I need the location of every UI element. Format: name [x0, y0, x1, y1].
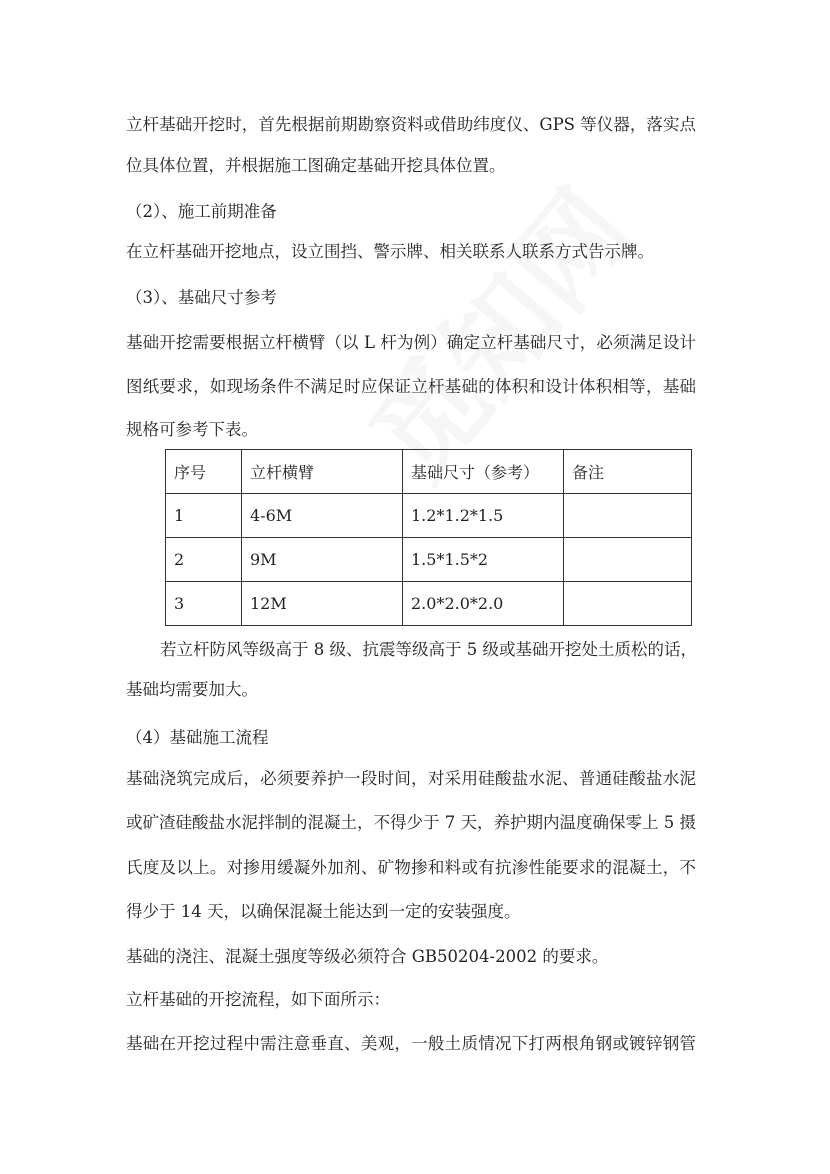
cell: 2	[166, 538, 242, 582]
header-cell: 基础尺寸（参考）	[403, 450, 564, 494]
paragraph-line: 若立杆防风等级高于 8 级、抗震等级高于 5 级或基础开挖处土质松的话，	[160, 640, 697, 659]
cell: 9M	[242, 538, 403, 582]
paragraph-line: 立杆基础的开挖流程，如下面所示：	[126, 990, 390, 1009]
paragraph-line: 在立杆基础开挖地点，设立围挡、警示牌、相关联系人联系方式告示牌。	[126, 242, 654, 261]
header-cell: 序号	[166, 450, 242, 494]
paragraph-line: 基础开挖需要根据立杆横臂（以 L 杆为例）确定立杆基础尺寸，必须满足设计	[126, 333, 696, 352]
table-row	[166, 494, 692, 538]
section-heading: （4）基础施工流程	[126, 728, 269, 747]
cell: 1.2*1.2*1.5	[403, 494, 564, 538]
cell: 12M	[242, 582, 403, 626]
table-row	[166, 538, 692, 582]
paragraph-line: 得少于 14 天，以确保混凝土能达到一定的安装强度。	[126, 902, 521, 921]
paragraph-line: 规格可参考下表。	[126, 420, 258, 439]
foundation-size-table	[165, 449, 692, 626]
cell: 1	[166, 494, 242, 538]
paragraph-line: 氏度及以上。对掺用缓凝外加剂、矿物掺和料或有抗渗性能要求的混凝土，不	[126, 858, 696, 877]
cell: 3	[166, 582, 242, 626]
paragraph-line: 基础浇筑完成后，必须要养护一段时间，对采用硅酸盐水泥、普通硅酸盐水泥	[126, 769, 696, 788]
paragraph-line: 基础的浇注、混凝土强度等级必须符合 GB50204-2002 的要求。	[126, 947, 609, 966]
section-heading: （2）、施工前期准备	[126, 202, 277, 221]
paragraph-line: 位具体位置，并根据施工图确定基础开挖具体位置。	[126, 156, 506, 175]
cell	[564, 494, 692, 538]
paragraph-line: 基础均需要加大。	[126, 680, 258, 699]
paragraph-line: 基础在开挖过程中需注意垂直、美观，一般土质情况下打两根角钢或镀锌钢管	[126, 1034, 696, 1053]
section-heading: （3）、基础尺寸参考	[126, 288, 277, 307]
header-cell: 立杆横臂	[242, 450, 403, 494]
table-row	[166, 582, 692, 626]
paragraph-line: 或矿渣硅酸盐水泥拌制的混凝土，不得少于 7 天，养护期内温度确保零上 5 摄	[126, 813, 696, 832]
header-cell: 备注	[564, 450, 692, 494]
cell: 1.5*1.5*2	[403, 538, 564, 582]
cell: 2.0*2.0*2.0	[403, 582, 564, 626]
cell: 4-6M	[242, 494, 403, 538]
paragraph-line: 图纸要求，如现场条件不满足时应保证立杆基础的体积和设计体积相等，基础	[126, 377, 696, 396]
cell	[564, 538, 692, 582]
paragraph-line: 立杆基础开挖时，首先根据前期勘察资料或借助纬度仪、GPS 等仪器，落实点	[126, 115, 696, 134]
cell	[564, 582, 692, 626]
table-header-row	[166, 450, 692, 494]
